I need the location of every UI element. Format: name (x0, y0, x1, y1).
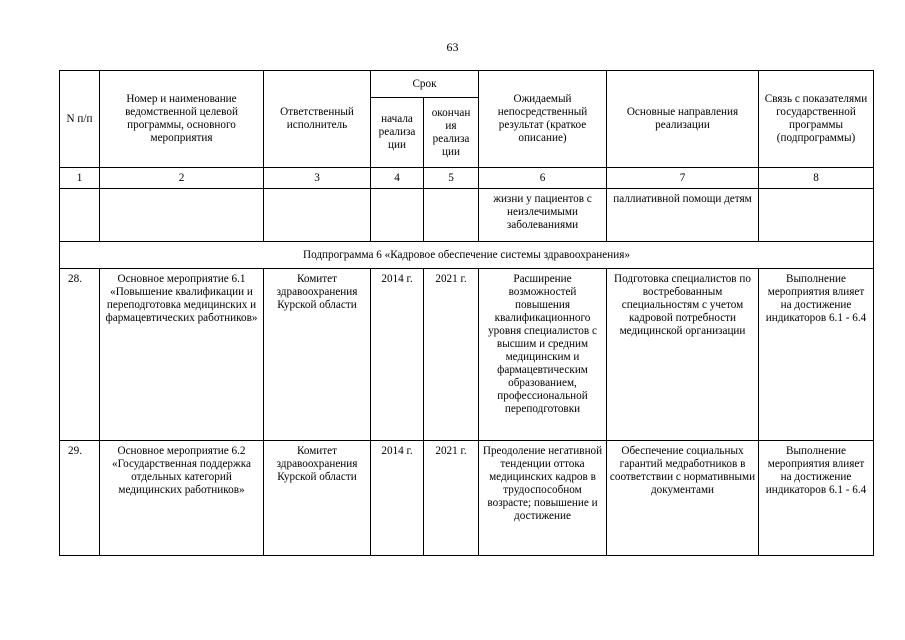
subprogram-title: Подпрограмма 6 «Кадровое обеспечение системы здравоохранения» (60, 242, 874, 269)
column-number: 8 (759, 168, 874, 189)
header-start: начала реализа ции (371, 98, 424, 168)
page-number: 63 (446, 40, 459, 54)
row-program-name: Основное мероприятие 6.1 «Повышение квалификации и переподготовка медицинских и фармацевтических работников» (100, 269, 264, 441)
continuation-result: жизни у пациентов с неизлечимыми заболеваниями (479, 189, 607, 242)
header-executor: Ответственный исполнитель (264, 71, 371, 168)
row-directions: Подготовка специалистов по востребованным специальностям с учетом кадровой потребности медицинской организации (607, 269, 759, 441)
continuation-row (60, 189, 874, 242)
row-end: 2021 г. (424, 269, 479, 441)
column-number: 7 (607, 168, 759, 189)
row-end: 2021 г. (424, 441, 479, 556)
table-row (60, 269, 874, 441)
table-row (60, 441, 874, 556)
program-table (59, 70, 874, 556)
row-indicators-link: Выполнение мероприятия влияет на достижение индикаторов 6.1 - 6.4 (759, 441, 874, 556)
column-number: 4 (371, 168, 424, 189)
row-indicators-link: Выполнение мероприятия влияет на достижение индикаторов 6.1 - 6.4 (759, 269, 874, 441)
header-row (60, 71, 874, 98)
header-number: N п/п (60, 71, 100, 168)
subprogram-row (60, 242, 874, 269)
row-number: 28. (60, 269, 100, 441)
header-indicators-link: Связь с показателями государственной программы (подпрограммы) (759, 71, 874, 168)
row-expected-result: Преодоление негативной тенденции оттока медицинских кадров в трудоспособном возрасте; повышение и достижение (479, 441, 607, 556)
header-program-name: Номер и наименование ведомственной целевой программы, основного мероприятия (100, 71, 264, 168)
row-number: 29. (60, 441, 100, 556)
header-expected-result: Ожидаемый непосредственный результат (краткое описание) (479, 71, 607, 168)
column-number: 5 (424, 168, 479, 189)
row-executor: Комитет здравоохранения Курской области (264, 269, 371, 441)
header-directions: Основные направления реализации (607, 71, 759, 168)
row-start: 2014 г. (371, 269, 424, 441)
header-term: Срок (371, 71, 479, 98)
row-expected-result: Расширение возможностей повышения квалификационного уровня специалистов с высшим и средним медицинским и фармацевтическим образованием, профессиональной переподготовки (479, 269, 607, 441)
row-executor: Комитет здравоохранения Курской области (264, 441, 371, 556)
column-number: 2 (100, 168, 264, 189)
header-end: окончан ия реализа ции (424, 98, 479, 168)
row-program-name: Основное мероприятие 6.2 «Государственная поддержка отдельных категорий медицинских работников» (100, 441, 264, 556)
row-directions: Обеспечение социальных гарантий медработников в соответствии с нормативными документами (607, 441, 759, 556)
column-number: 1 (60, 168, 100, 189)
row-start: 2014 г. (371, 441, 424, 556)
column-number: 3 (264, 168, 371, 189)
column-number: 6 (479, 168, 607, 189)
continuation-directions: паллиативной помощи детям (607, 189, 759, 242)
column-numbers-row (60, 168, 874, 189)
